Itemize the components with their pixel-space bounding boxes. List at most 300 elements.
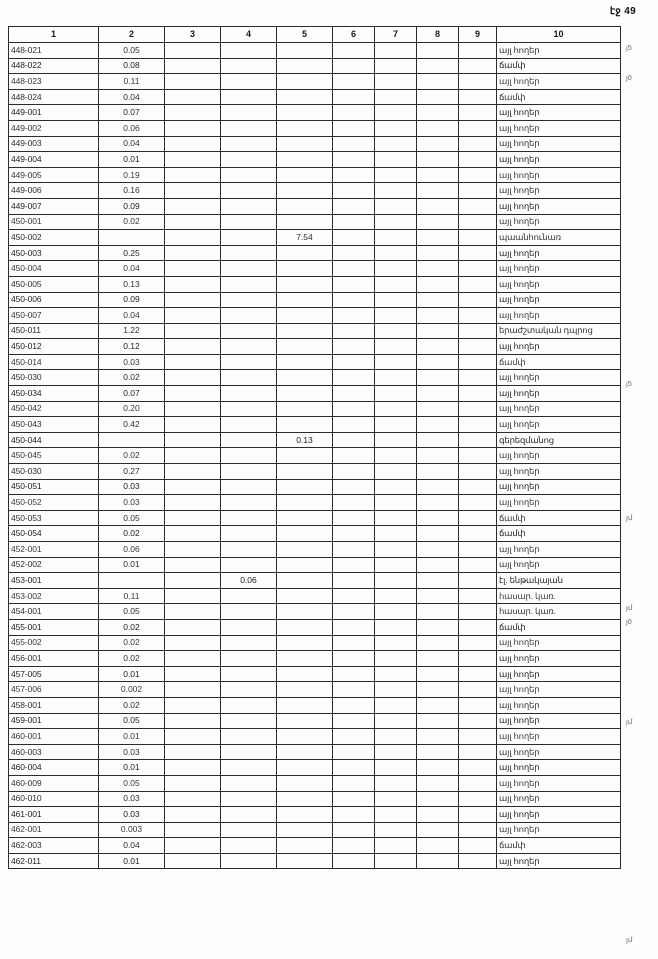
cell-col-8	[417, 401, 459, 417]
margin-note: յմ	[626, 515, 633, 522]
cell-col-2: 0.003	[99, 822, 165, 838]
cell-col-6	[333, 604, 375, 620]
cell-col-7	[375, 542, 417, 558]
cell-land-use: այլ հողեր	[497, 713, 621, 729]
cell-col-9	[459, 713, 497, 729]
table-row	[9, 542, 621, 558]
cell-col-5	[277, 120, 333, 136]
cell-col-5	[277, 807, 333, 823]
cell-col-7	[375, 339, 417, 355]
cell-col-3	[165, 432, 221, 448]
cell-col-7	[375, 479, 417, 495]
cell-col-9	[459, 822, 497, 838]
cell-col-3	[165, 354, 221, 370]
cell-col-2	[99, 573, 165, 589]
cell-col-4	[221, 339, 277, 355]
cell-col-2	[99, 230, 165, 246]
cell-col-9	[459, 214, 497, 230]
cell-land-use: այլ հողեր	[497, 635, 621, 651]
cell-land-use: այլ հողեր	[497, 401, 621, 417]
cell-land-use: այլ հողեր	[497, 760, 621, 776]
column-header-5: 5	[277, 27, 333, 43]
table-header	[9, 27, 621, 43]
cell-col-8	[417, 744, 459, 760]
cell-land-use: այլ հողեր	[497, 479, 621, 495]
table-row	[9, 43, 621, 59]
cell-col-6	[333, 775, 375, 791]
cell-land-use: ճամփ	[497, 354, 621, 370]
cell-land-use: այլ հողեր	[497, 198, 621, 214]
cell-col-8	[417, 588, 459, 604]
cell-col-2: 0.01	[99, 853, 165, 869]
cell-col-2: 1.22	[99, 323, 165, 339]
table-header-row	[9, 27, 621, 43]
cell-col-3	[165, 619, 221, 635]
column-header-10: 10	[497, 27, 621, 43]
cell-col-3	[165, 526, 221, 542]
cell-col-9	[459, 838, 497, 854]
cell-land-use: այլ հողեր	[497, 308, 621, 324]
cell-land-use: այլ հողեր	[497, 167, 621, 183]
cell-parcel-code: 449-006	[9, 183, 99, 199]
cell-col-6	[333, 838, 375, 854]
cell-col-9	[459, 651, 497, 667]
cell-col-9	[459, 448, 497, 464]
cell-col-6	[333, 635, 375, 651]
cell-col-2: 0.09	[99, 292, 165, 308]
cell-parcel-code: 450-051	[9, 479, 99, 495]
cell-col-3	[165, 557, 221, 573]
cell-col-8	[417, 339, 459, 355]
cell-col-4	[221, 822, 277, 838]
table-row	[9, 573, 621, 589]
cell-parcel-code: 450-003	[9, 245, 99, 261]
cell-col-8	[417, 775, 459, 791]
cell-col-3	[165, 261, 221, 277]
cell-col-8	[417, 308, 459, 324]
table-row	[9, 230, 621, 246]
margin-note: յ5	[626, 381, 632, 388]
cell-col-2: 0.16	[99, 183, 165, 199]
cell-col-8	[417, 542, 459, 558]
cell-col-8	[417, 760, 459, 776]
cell-col-3	[165, 838, 221, 854]
table-row	[9, 245, 621, 261]
cell-col-8	[417, 323, 459, 339]
cell-col-2: 0.42	[99, 417, 165, 433]
cell-land-use: հասար. կառ.	[497, 604, 621, 620]
cell-col-6	[333, 760, 375, 776]
cell-land-use: այլ հողեր	[497, 152, 621, 168]
cell-col-8	[417, 105, 459, 121]
cell-land-use: այլ հողեր	[497, 853, 621, 869]
cell-col-7	[375, 853, 417, 869]
cell-col-6	[333, 682, 375, 698]
cell-parcel-code: 462-001	[9, 822, 99, 838]
cell-parcel-code: 449-001	[9, 105, 99, 121]
cell-col-7	[375, 635, 417, 651]
cell-col-8	[417, 666, 459, 682]
cell-parcel-code: 448-022	[9, 58, 99, 74]
table-row	[9, 105, 621, 121]
cell-col-3	[165, 464, 221, 480]
cell-col-2: 0.19	[99, 167, 165, 183]
cell-col-3	[165, 386, 221, 402]
cell-land-use: երաժշտական դպրոց	[497, 323, 621, 339]
table-row	[9, 853, 621, 869]
cell-col-4	[221, 230, 277, 246]
cell-col-2: 0.12	[99, 339, 165, 355]
cell-col-7	[375, 167, 417, 183]
cell-col-2: 0.01	[99, 729, 165, 745]
cell-col-6	[333, 713, 375, 729]
cell-col-5	[277, 74, 333, 90]
cell-col-6	[333, 105, 375, 121]
cell-col-6	[333, 292, 375, 308]
cell-col-8	[417, 713, 459, 729]
cell-col-4	[221, 791, 277, 807]
cell-col-7	[375, 417, 417, 433]
cell-col-4	[221, 697, 277, 713]
cell-col-5	[277, 323, 333, 339]
cell-col-7	[375, 276, 417, 292]
table-row	[9, 448, 621, 464]
table-row	[9, 464, 621, 480]
cell-land-use: այլ հողեր	[497, 651, 621, 667]
cell-land-use: էլ. ենթակայան	[497, 573, 621, 589]
cell-col-4	[221, 245, 277, 261]
cell-col-3	[165, 542, 221, 558]
table-row	[9, 167, 621, 183]
cell-col-5	[277, 58, 333, 74]
cell-parcel-code: 460-010	[9, 791, 99, 807]
cell-col-5	[277, 261, 333, 277]
cell-col-6	[333, 557, 375, 573]
cell-land-use: այլ հողեր	[497, 214, 621, 230]
cell-col-7	[375, 588, 417, 604]
cell-col-7	[375, 120, 417, 136]
cell-col-4	[221, 526, 277, 542]
cell-col-4	[221, 510, 277, 526]
cell-col-9	[459, 183, 497, 199]
cell-parcel-code: 454-001	[9, 604, 99, 620]
cell-col-5	[277, 713, 333, 729]
cell-col-7	[375, 526, 417, 542]
cell-col-5	[277, 697, 333, 713]
cell-col-6	[333, 261, 375, 277]
cell-col-7	[375, 136, 417, 152]
cell-col-9	[459, 791, 497, 807]
cell-col-6	[333, 573, 375, 589]
cell-col-8	[417, 822, 459, 838]
cell-col-9	[459, 619, 497, 635]
cell-col-5	[277, 448, 333, 464]
cell-col-6	[333, 495, 375, 511]
cell-col-3	[165, 744, 221, 760]
margin-note: յ0	[626, 619, 632, 626]
cell-col-7	[375, 510, 417, 526]
cell-col-2: 0.20	[99, 401, 165, 417]
cell-col-7	[375, 729, 417, 745]
cell-col-4	[221, 58, 277, 74]
cell-col-9	[459, 775, 497, 791]
cell-col-4	[221, 74, 277, 90]
cell-parcel-code: 462-003	[9, 838, 99, 854]
cell-col-3	[165, 214, 221, 230]
margin-note: յ0	[626, 75, 632, 82]
cell-land-use: հասար. կառ.	[497, 588, 621, 604]
table-row	[9, 838, 621, 854]
cell-col-5	[277, 775, 333, 791]
cell-col-4	[221, 853, 277, 869]
cell-col-3	[165, 308, 221, 324]
cell-col-9	[459, 417, 497, 433]
cell-col-3	[165, 58, 221, 74]
table-row	[9, 370, 621, 386]
cell-col-9	[459, 105, 497, 121]
cell-col-9	[459, 495, 497, 511]
cell-col-9	[459, 308, 497, 324]
cell-col-9	[459, 339, 497, 355]
cell-parcel-code: 449-007	[9, 198, 99, 214]
cell-col-3	[165, 136, 221, 152]
cell-col-8	[417, 292, 459, 308]
cell-col-4	[221, 105, 277, 121]
cell-parcel-code: 450-042	[9, 401, 99, 417]
cell-col-4	[221, 838, 277, 854]
cell-col-2: 0.11	[99, 74, 165, 90]
cell-col-3	[165, 183, 221, 199]
cell-col-6	[333, 339, 375, 355]
cell-col-3	[165, 713, 221, 729]
cell-col-5	[277, 401, 333, 417]
cell-land-use: այլ հողեր	[497, 276, 621, 292]
cell-land-use: այլ հողեր	[497, 417, 621, 433]
cell-col-8	[417, 448, 459, 464]
cell-col-2: 0.13	[99, 276, 165, 292]
cell-col-3	[165, 74, 221, 90]
cell-col-7	[375, 214, 417, 230]
table-row	[9, 152, 621, 168]
cell-land-use: պաանհունառ	[497, 230, 621, 246]
cell-col-4	[221, 588, 277, 604]
table-row	[9, 744, 621, 760]
cell-parcel-code: 460-001	[9, 729, 99, 745]
cell-col-5	[277, 604, 333, 620]
cell-col-8	[417, 74, 459, 90]
cell-col-9	[459, 401, 497, 417]
table-row	[9, 432, 621, 448]
cell-parcel-code: 449-003	[9, 136, 99, 152]
cell-col-9	[459, 557, 497, 573]
cell-col-8	[417, 276, 459, 292]
cell-col-2: 0.09	[99, 198, 165, 214]
cell-parcel-code: 450-044	[9, 432, 99, 448]
cell-col-5	[277, 573, 333, 589]
cell-col-9	[459, 198, 497, 214]
cell-col-3	[165, 43, 221, 59]
cell-land-use: ճամփ	[497, 89, 621, 105]
cell-col-7	[375, 557, 417, 573]
cell-col-2: 0.04	[99, 838, 165, 854]
cell-col-2: 0.03	[99, 495, 165, 511]
margin-note: յմ	[626, 719, 633, 726]
margin-annotations	[622, 26, 656, 944]
table-row	[9, 58, 621, 74]
cell-col-7	[375, 651, 417, 667]
cell-parcel-code: 450-052	[9, 495, 99, 511]
cell-col-5	[277, 105, 333, 121]
cell-col-8	[417, 573, 459, 589]
cell-land-use: այլ հողեր	[497, 464, 621, 480]
cell-col-6	[333, 464, 375, 480]
cell-col-6	[333, 526, 375, 542]
cell-col-4	[221, 261, 277, 277]
cell-col-7	[375, 604, 417, 620]
cell-col-7	[375, 89, 417, 105]
cell-col-2: 0.02	[99, 697, 165, 713]
cell-col-4	[221, 604, 277, 620]
cell-parcel-code: 450-002	[9, 230, 99, 246]
cell-col-6	[333, 370, 375, 386]
cell-parcel-code: 449-004	[9, 152, 99, 168]
cell-col-3	[165, 791, 221, 807]
cell-col-3	[165, 495, 221, 511]
cell-col-2: 0.03	[99, 744, 165, 760]
cell-parcel-code: 452-002	[9, 557, 99, 573]
cell-col-4: 0.06	[221, 573, 277, 589]
table-row	[9, 323, 621, 339]
column-header-6: 6	[333, 27, 375, 43]
cell-col-5	[277, 386, 333, 402]
cell-col-8	[417, 791, 459, 807]
cell-col-2: 0.01	[99, 557, 165, 573]
table-row	[9, 604, 621, 620]
cell-parcel-code: 450-014	[9, 354, 99, 370]
cell-col-6	[333, 245, 375, 261]
cell-col-8	[417, 198, 459, 214]
cell-col-7	[375, 261, 417, 277]
cell-parcel-code: 450-030	[9, 464, 99, 480]
cell-col-3	[165, 822, 221, 838]
cell-col-9	[459, 526, 497, 542]
cell-col-5	[277, 339, 333, 355]
table-row	[9, 417, 621, 433]
cell-col-2: 0.07	[99, 105, 165, 121]
column-header-4: 4	[221, 27, 277, 43]
cell-land-use: ճամփ	[497, 526, 621, 542]
table-row	[9, 526, 621, 542]
cell-land-use: այլ հողեր	[497, 43, 621, 59]
cell-col-4	[221, 760, 277, 776]
cell-col-8	[417, 853, 459, 869]
cell-col-6	[333, 697, 375, 713]
cell-col-5	[277, 853, 333, 869]
cell-col-4	[221, 386, 277, 402]
cell-col-6	[333, 542, 375, 558]
table-row	[9, 713, 621, 729]
cell-land-use: այլ հողեր	[497, 682, 621, 698]
cell-col-7	[375, 386, 417, 402]
cell-col-8	[417, 354, 459, 370]
cell-col-3	[165, 167, 221, 183]
cell-col-9	[459, 588, 497, 604]
cell-col-7	[375, 354, 417, 370]
cell-col-2: 0.03	[99, 791, 165, 807]
cell-col-8	[417, 214, 459, 230]
cell-col-9	[459, 510, 497, 526]
cell-col-9	[459, 120, 497, 136]
cell-parcel-code: 449-002	[9, 120, 99, 136]
cell-col-3	[165, 120, 221, 136]
cell-col-4	[221, 276, 277, 292]
cell-col-3	[165, 448, 221, 464]
cell-col-6	[333, 588, 375, 604]
cell-parcel-code: 453-001	[9, 573, 99, 589]
cell-col-5	[277, 464, 333, 480]
cell-col-7	[375, 198, 417, 214]
cell-col-3	[165, 697, 221, 713]
cell-col-5	[277, 619, 333, 635]
cell-col-5	[277, 526, 333, 542]
column-header-3: 3	[165, 27, 221, 43]
cell-col-5	[277, 588, 333, 604]
table-row	[9, 136, 621, 152]
cell-col-3	[165, 105, 221, 121]
cell-col-2: 0.02	[99, 619, 165, 635]
cell-col-8	[417, 136, 459, 152]
cell-col-8	[417, 183, 459, 199]
cell-col-6	[333, 807, 375, 823]
cell-col-9	[459, 432, 497, 448]
cell-col-5	[277, 635, 333, 651]
cell-land-use: այլ հողեր	[497, 261, 621, 277]
cell-land-use: այլ հողեր	[497, 120, 621, 136]
cell-col-4	[221, 417, 277, 433]
cell-col-6	[333, 58, 375, 74]
cell-land-use: այլ հողեր	[497, 136, 621, 152]
cell-parcel-code: 450-006	[9, 292, 99, 308]
cell-col-9	[459, 386, 497, 402]
cell-col-4	[221, 619, 277, 635]
cell-col-7	[375, 245, 417, 261]
cell-col-4	[221, 464, 277, 480]
cell-col-7	[375, 370, 417, 386]
cell-col-9	[459, 370, 497, 386]
cell-col-6	[333, 89, 375, 105]
cell-parcel-code: 450-007	[9, 308, 99, 324]
cell-col-2: 0.04	[99, 89, 165, 105]
table-row	[9, 214, 621, 230]
cell-col-6	[333, 822, 375, 838]
cell-col-2: 0.07	[99, 386, 165, 402]
cell-col-6	[333, 853, 375, 869]
cell-col-6	[333, 791, 375, 807]
cell-col-2: 0.01	[99, 152, 165, 168]
cell-parcel-code: 450-001	[9, 214, 99, 230]
cell-col-7	[375, 308, 417, 324]
cell-col-5	[277, 214, 333, 230]
cell-col-8	[417, 697, 459, 713]
cell-col-2: 0.05	[99, 43, 165, 59]
cell-col-5	[277, 791, 333, 807]
cell-col-8	[417, 417, 459, 433]
cell-col-3	[165, 635, 221, 651]
cell-parcel-code: 450-053	[9, 510, 99, 526]
cell-parcel-code: 448-021	[9, 43, 99, 59]
cell-col-3	[165, 604, 221, 620]
cell-col-6	[333, 401, 375, 417]
